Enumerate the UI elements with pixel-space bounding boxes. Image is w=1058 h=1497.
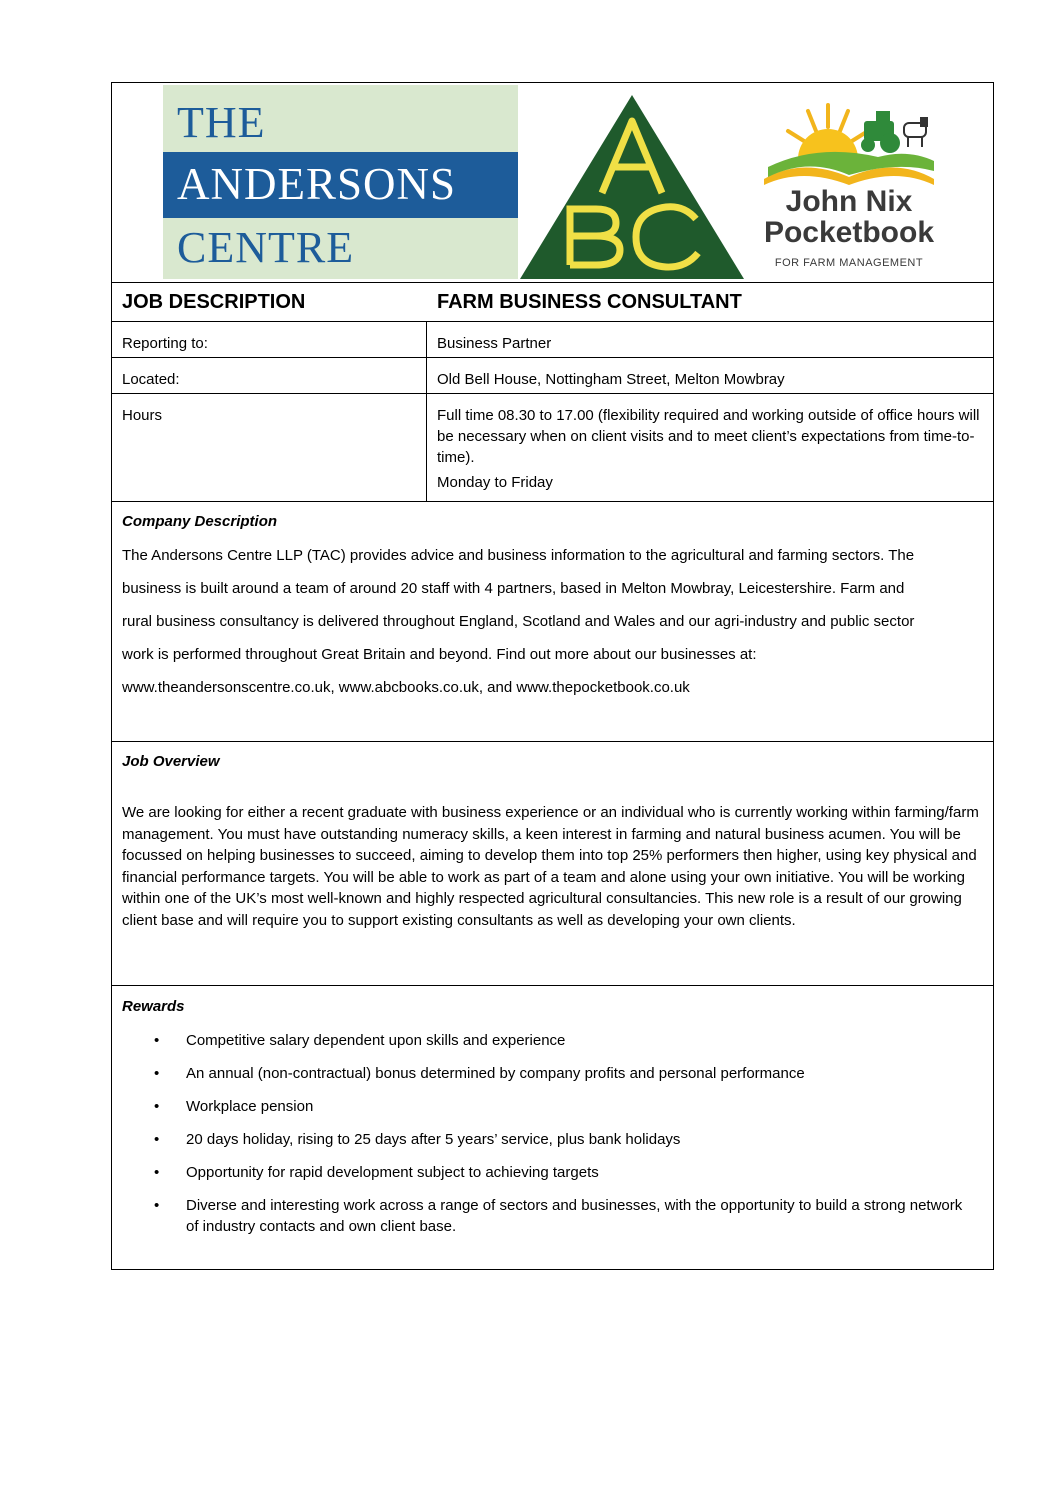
pocketbook-title-line2: Pocketbook: [763, 216, 935, 249]
company-line: business is built around a team of around 20 staff with 4 partners, based in Melton Mowbray, Leicestershire. Farm and: [122, 580, 905, 597]
list-item: [154, 1030, 974, 1051]
bullet-icon: •: [154, 1032, 160, 1049]
detail-label: Reporting to:: [122, 335, 208, 352]
section-heading: Job Overview: [122, 753, 220, 770]
section-heading: Company Description: [122, 513, 278, 530]
list-item: [154, 1129, 974, 1150]
column-divider: [426, 358, 427, 394]
company-description-section: [112, 501, 993, 741]
bullet-icon: •: [154, 1164, 160, 1181]
company-line: work is performed throughout Great Britain and beyond. Find out more about our businesses at:: [122, 646, 757, 663]
detail-row-hours: [112, 393, 993, 501]
company-line: www.theandersonscentre.co.uk, www.abcbooks.co.uk, and www.thepocketbook.co.uk: [122, 679, 690, 696]
detail-value-days: Monday to Friday: [437, 474, 553, 491]
bullet-icon: •: [154, 1131, 160, 1148]
detail-row-reporting: [112, 321, 993, 357]
sun-tractor-icon: [758, 97, 940, 187]
job-title: FARM BUSINESS CONSULTANT: [437, 291, 742, 313]
detail-value: Business Partner: [437, 335, 552, 352]
john-nix-pocketbook-logo: [758, 97, 940, 277]
logo-word-centre: CENTRE: [177, 223, 355, 272]
logo-word-the: THE: [177, 98, 266, 147]
reward-text: An annual (non-contractual) bonus determined by company profits and personal performance: [186, 1065, 805, 1082]
overview-paragraph: We are looking for either a recent graduate with business experience or an individual who is currently working within farming/farm management. You must have outstanding numeracy skills, a keen interest in farming and natural business acumen. You will be focussed on helping businesses to succeed, aiming to develop them into top 25% performers then higher, using key physical and financial performance targets. You will be able to work as part of a team and alone using your own initiative. You will be working within one of the UK’s most well-known and highly respected agricultural consultancies. This new role is a result of our growing client base and will require you to support existing consultants as well as developing your own clients.: [122, 804, 979, 929]
reward-text: Workplace pension: [186, 1098, 314, 1115]
reward-text: Diverse and interesting work across a range of sectors and businesses, with the opportunity to build a strong network of industry contacts and own client base.: [186, 1197, 963, 1235]
bullet-icon: •: [154, 1197, 160, 1214]
logos-row: [112, 83, 993, 282]
andersons-centre-logo: [163, 85, 518, 279]
detail-value: Full time 08.30 to 17.00 (flexibility required and working outside of office hours will be necessary when on client visits and to meet client’s expectations from time-to-time).: [437, 407, 980, 466]
list-item: [154, 1063, 974, 1084]
company-line: The Andersons Centre LLP (TAC) provides advice and business information to the agricultural and farming sectors. The: [122, 547, 915, 564]
job-description-frame: [111, 82, 994, 1270]
bullet-icon: •: [154, 1098, 160, 1115]
list-item: [154, 1162, 974, 1183]
logo-word-andersons: ANDERSONS: [177, 159, 457, 209]
rewards-section: [112, 985, 993, 1270]
detail-label: Located:: [122, 371, 180, 388]
list-item: [154, 1096, 974, 1117]
title-row: [112, 282, 993, 321]
company-line: rural business consultancy is delivered throughout England, Scotland and Wales and our agri-industry and public sector: [122, 613, 915, 630]
reward-text: 20 days holiday, rising to 25 days after 5 years’ service, plus bank holidays: [186, 1131, 681, 1148]
reward-text: Competitive salary dependent upon skills and experience: [186, 1032, 566, 1049]
reward-text: Opportunity for rapid development subject to achieving targets: [186, 1164, 599, 1181]
section-heading: Rewards: [122, 998, 185, 1015]
bullet-icon: •: [154, 1065, 160, 1082]
detail-value: Old Bell House, Nottingham Street, Melton Mowbray: [437, 371, 785, 388]
column-divider: [426, 394, 427, 502]
abc-logo: [518, 93, 746, 281]
job-overview-section: [112, 741, 993, 985]
list-item: [154, 1195, 974, 1237]
pocketbook-subtitle: FOR FARM MANAGEMENT: [774, 257, 924, 269]
column-divider: [426, 322, 427, 358]
job-description-label: JOB DESCRIPTION: [122, 291, 306, 313]
rewards-list: [154, 1030, 974, 1237]
pocketbook-title-line1: John Nix: [785, 185, 913, 218]
detail-row-located: [112, 357, 993, 393]
detail-label: Hours: [122, 407, 163, 424]
